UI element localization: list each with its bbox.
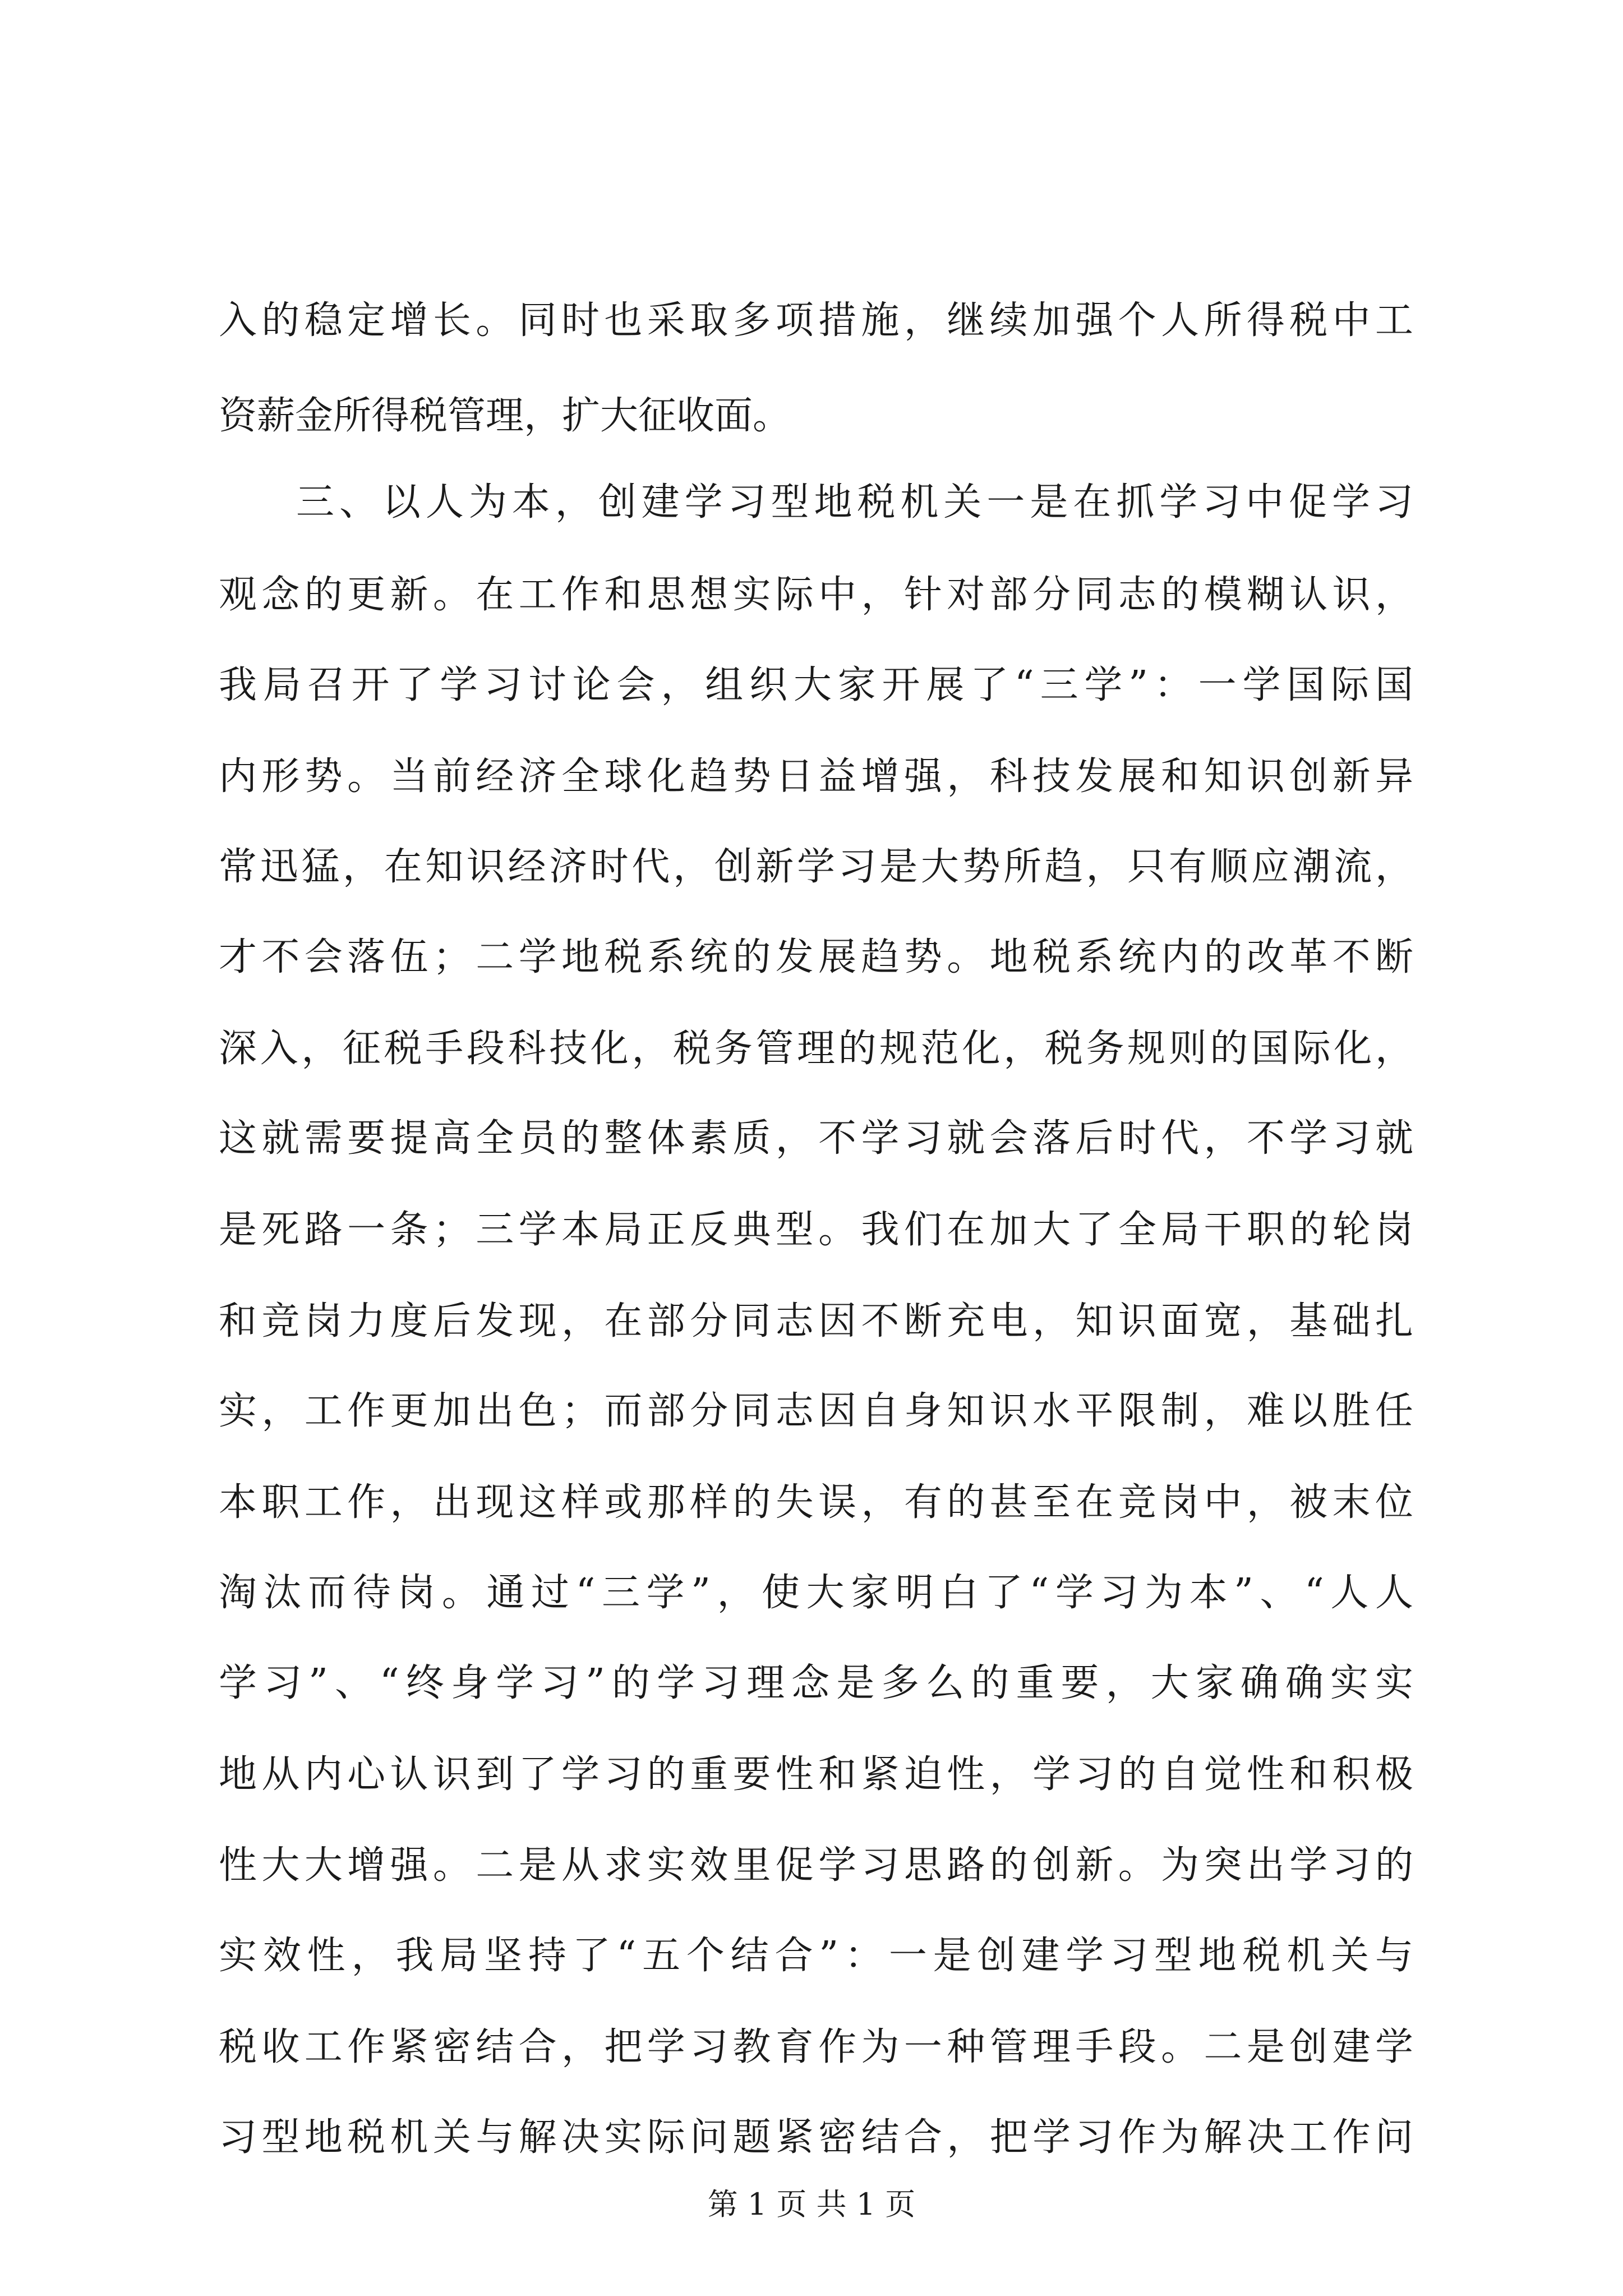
text-line-10: 这就需要提高全员的整体素质，不学习就会落后时代，不学习就	[219, 1116, 1413, 1161]
text-line-8: 才不会落伍；二学地税系统的发展趋势。地税系统内的改革不断	[219, 935, 1413, 979]
text-line-11: 是死路一条；三学本局正反典型。我们在加大了全局干职的轮岗	[219, 1208, 1413, 1252]
text-line-18: 性大大增强。二是从求实效里促学习思路的创新。为突出学习的	[219, 1843, 1413, 1888]
text-line-17: 地从内心认识到了学习的重要性和紧迫性，学习的自觉性和积极	[219, 1752, 1413, 1797]
text-line-4: 观念的更新。在工作和思想实际中，针对部分同志的模糊认识，	[219, 573, 1413, 617]
text-line-15: 淘汰而待岗。通过“三学”，使大家明白了“学习为本”、“人人	[219, 1571, 1413, 1615]
text-line-2: 资薪金所得税管理，扩大征收面。	[219, 394, 791, 438]
text-line-13: 实，工作更加出色；而部分同志因自身知识水平限制，难以胜任	[219, 1389, 1413, 1433]
text-line-1: 入的稳定增长。同时也采取多项措施，继续加强个人所得税中工	[219, 298, 1413, 343]
text-line-6: 内形势。当前经济全球化趋势日益增强，科技发展和知识创新异	[219, 754, 1413, 799]
text-line-16: 学习”、“终身学习”的学习理念是多么的重要，大家确确实实	[219, 1661, 1413, 1705]
text-line-7: 常迅猛，在知识经济时代，创新学习是大势所趋，只有顺应潮流，	[219, 845, 1413, 889]
text-line-21: 习型地税机关与解决实际问题紧密结合，把学习作为解决工作问	[219, 2115, 1413, 2160]
text-line-19: 实效性，我局坚持了“五个结合”：一是创建学习型地税机关与	[219, 1934, 1413, 1978]
text-line-9: 深入，征税手段科技化，税务管理的规范化，税务规则的国际化，	[219, 1027, 1413, 1071]
text-line-20: 税收工作紧密结合，把学习教育作为一种管理手段。二是创建学	[219, 2025, 1413, 2069]
page-footer: 第 1 页 共 1 页	[707, 2187, 916, 2222]
text-line-3: 三、以人为本，创建学习型地税机关一是在抓学习中促学习	[296, 480, 1413, 524]
text-line-5: 我局召开了学习讨论会，组织大家开展了“三学”：一学国际国	[219, 663, 1413, 707]
text-line-12: 和竞岗力度后发现，在部分同志因不断充电，知识面宽，基础扎	[219, 1299, 1413, 1343]
text-line-14: 本职工作，出现这样或那样的失误，有的甚至在竞岗中，被末位	[219, 1480, 1413, 1525]
